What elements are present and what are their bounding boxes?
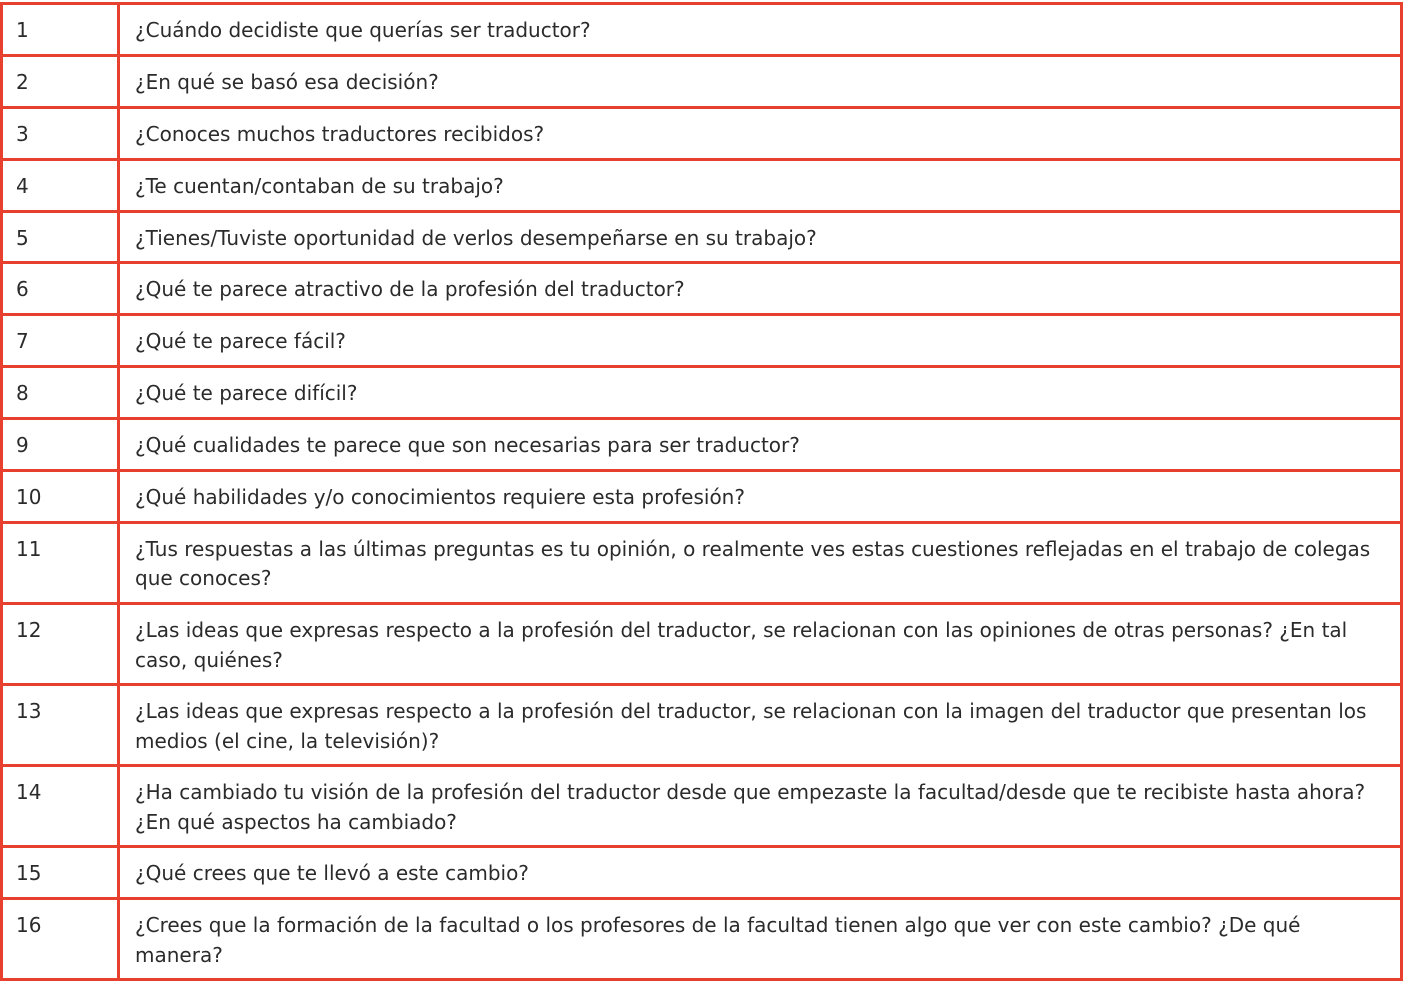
question-text: ¿Qué habilidades y/o conocimientos requiere esta profesión? xyxy=(119,471,1402,523)
question-text: ¿En qué se basó esa decisión? xyxy=(119,55,1402,107)
table-row xyxy=(2,211,1402,263)
question-text: ¿Qué crees que te llevó a este cambio? xyxy=(119,847,1402,899)
table-row xyxy=(2,604,1402,685)
question-text: ¿Tus respuestas a las últimas preguntas es tu opinión, o realmente ves estas cuestiones reflejadas en el trabajo de colegas que conoces? xyxy=(119,522,1402,603)
question-text: ¿Cuándo decidiste que querías ser traductor? xyxy=(119,4,1402,56)
table-row xyxy=(2,471,1402,523)
question-text: ¿Las ideas que expresas respecto a la profesión del traductor, se relacionan con la imagen del traductor que presentan los medios (el cine, la televisión)? xyxy=(119,685,1402,766)
question-text: ¿Qué cualidades te parece que son necesarias para ser traductor? xyxy=(119,419,1402,471)
question-text: ¿Crees que la formación de la facultad o los profesores de la facultad tienen algo que ver con este cambio? ¿De qué manera? xyxy=(119,899,1402,980)
row-number: 1 xyxy=(2,4,119,56)
table-row xyxy=(2,315,1402,367)
row-number: 4 xyxy=(2,159,119,211)
row-number: 16 xyxy=(2,899,119,980)
table-row xyxy=(2,685,1402,766)
row-number: 8 xyxy=(2,367,119,419)
table-row xyxy=(2,263,1402,315)
row-number: 11 xyxy=(2,522,119,603)
table-row xyxy=(2,367,1402,419)
table-row xyxy=(2,419,1402,471)
row-number: 7 xyxy=(2,315,119,367)
table-row xyxy=(2,107,1402,159)
table-row xyxy=(2,522,1402,603)
question-text: ¿Te cuentan/contaban de su trabajo? xyxy=(119,159,1402,211)
row-number: 2 xyxy=(2,55,119,107)
question-text: ¿Qué te parece difícil? xyxy=(119,367,1402,419)
row-number: 13 xyxy=(2,685,119,766)
table-row xyxy=(2,766,1402,847)
question-text: ¿Qué te parece atractivo de la profesión del traductor? xyxy=(119,263,1402,315)
question-text: ¿Conoces muchos traductores recibidos? xyxy=(119,107,1402,159)
table-row xyxy=(2,4,1402,56)
row-number: 9 xyxy=(2,419,119,471)
row-number: 3 xyxy=(2,107,119,159)
row-number: 12 xyxy=(2,604,119,685)
table-row xyxy=(2,159,1402,211)
questions-table xyxy=(0,2,1403,981)
row-number: 6 xyxy=(2,263,119,315)
table-row xyxy=(2,899,1402,980)
row-number: 5 xyxy=(2,211,119,263)
question-text: ¿Tienes/Tuviste oportunidad de verlos desempeñarse en su trabajo? xyxy=(119,211,1402,263)
question-text: ¿Qué te parece fácil? xyxy=(119,315,1402,367)
question-text: ¿Ha cambiado tu visión de la profesión del traductor desde que empezaste la facultad/desde que te recibiste hasta ahora? ¿En qué aspectos ha cambiado? xyxy=(119,766,1402,847)
table-row xyxy=(2,847,1402,899)
row-number: 10 xyxy=(2,471,119,523)
row-number: 15 xyxy=(2,847,119,899)
row-number: 14 xyxy=(2,766,119,847)
table-row xyxy=(2,55,1402,107)
question-text: ¿Las ideas que expresas respecto a la profesión del traductor, se relacionan con las opiniones de otras personas? ¿En tal caso, quiénes? xyxy=(119,604,1402,685)
